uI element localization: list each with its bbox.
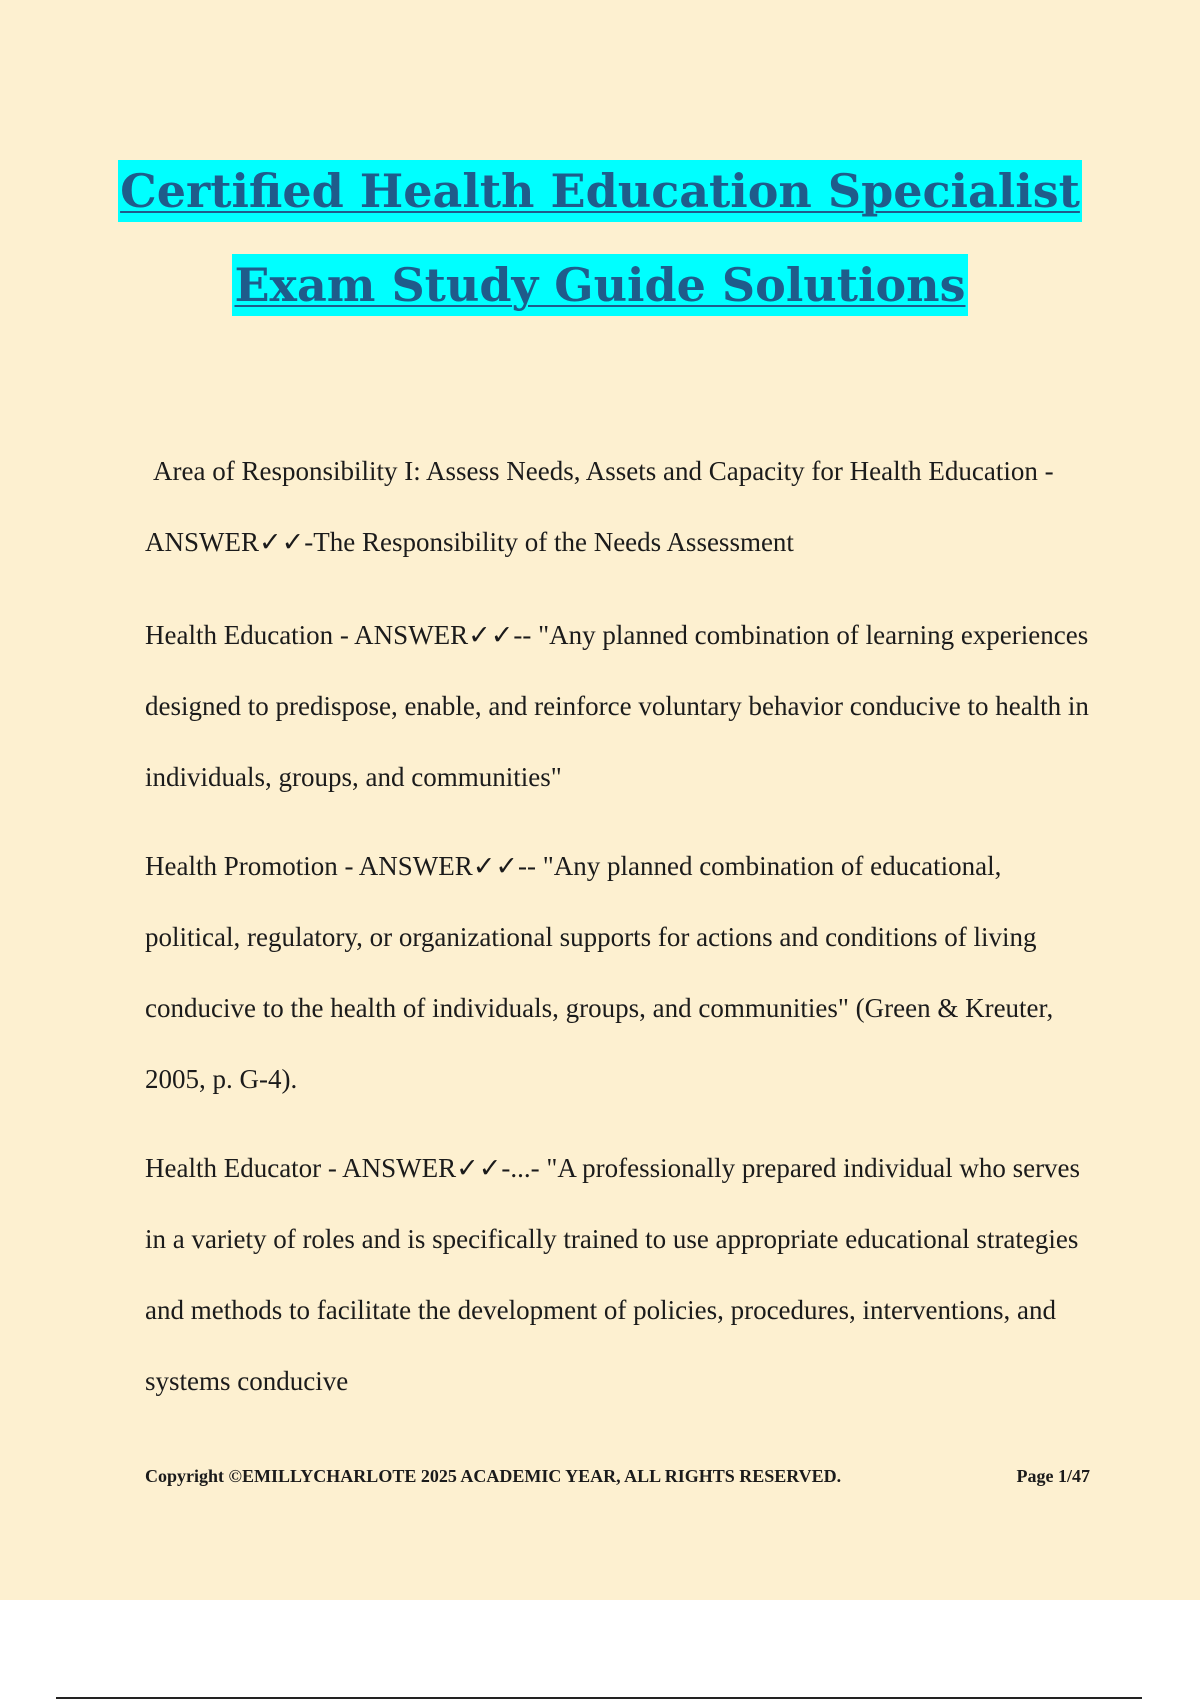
document-body [145, 436, 1095, 1435]
qa-entry-health-promotion: Health Promotion - ANSWER✓✓-- "Any planned combination of educational, political, regulatory, or organizational supports for actions and conditions of living conducive to the health of individuals, groups, and communities" (Green & Kreuter, 2005, p. G-4). [145, 851, 1054, 1094]
qa-entry-health-education: Health Education - ANSWER✓✓-- "Any planned combination of learning experiences designed to predispose, enable, and reinforce voluntary behavior conducive to health in individuals, groups, and communities" [145, 620, 1089, 792]
copyright-notice: Copyright ©EMILLYCHARLOTE 2025 ACADEMIC YEAR, ALL RIGHTS RESERVED. [145, 1466, 842, 1486]
qa-entry-health-educator: Health Educator - ANSWER✓✓-...- "A professionally prepared individual who serves in a variety of roles and is specifically trained to use appropriate educational strategies and methods to facilitate the development of policies, procedures, interventions, and systems conducive [145, 1153, 1081, 1396]
bottom-divider [56, 1697, 1142, 1699]
page-footer [145, 1466, 1090, 1487]
title-line-1: Certified Health Education Specialist [118, 160, 1082, 222]
page-number: Page 1/47 [1016, 1466, 1090, 1486]
document-title [0, 160, 1200, 316]
title-line-2: Exam Study Guide Solutions [232, 254, 967, 316]
qa-entry-area-of-responsibility: Area of Responsibility I: Assess Needs, Assets and Capacity for Health Education - ANSWER✓✓-The Responsibility of the Needs Assessment [145, 456, 1054, 557]
